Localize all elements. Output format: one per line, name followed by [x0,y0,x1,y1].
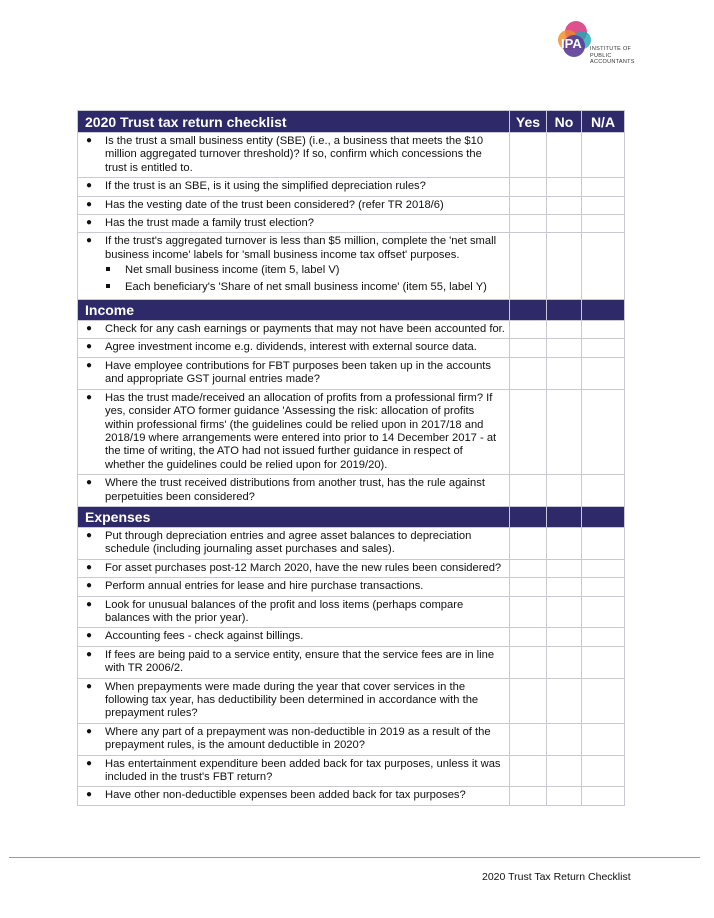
checklist-row [78,787,625,805]
checklist-row [78,678,625,723]
answer-no-cell[interactable] [547,787,582,805]
checklist-item-text: If the trust's aggregated turnover is less than $5 million, complete the 'net small business income' labels for 'small business income tax offset' purposes. [105,235,497,261]
checklist-row [78,339,625,357]
checklist-item-text: Has the vesting date of the trust been considered? (refer TR 2018/6) [105,198,444,211]
checklist-item [78,528,509,559]
answer-no-cell[interactable] [547,196,582,214]
checklist-item-text: Has the trust made/received an allocation of profits from a professional firm? If yes, consider ATO former guidance 'Assessing the risk: allocation of profits within professional firms' (the guidelines could be relied upon in 2017/18 and 2018/19 where arrangements were entered into prior to 14 December 2017 - at the time of writing, the ATO had not issued further guidance in respect of whether the guidelines could be relied upon for 2019/20). [105,391,497,471]
answer-no-cell[interactable] [547,755,582,787]
checklist-row [78,527,625,559]
answer-no-cell[interactable] [547,233,582,300]
table-title: 2020 Trust tax return checklist [78,111,510,133]
logo-line: INSTITUTE OF [590,46,632,52]
checklist-item-cell [78,178,510,196]
checklist-item-text: Put through depreciation entries and agree asset balances to depreciation schedule (including journaling asset purchases and sales). [105,529,472,556]
checklist-row [78,578,625,596]
answer-na-cell[interactable] [582,133,625,178]
checklist-row [78,628,625,646]
answer-na-cell[interactable] [582,389,625,474]
checklist-item-text: Have employee contributions for FBT purposes been taken up in the accounts and appropriate GST journal entries made? [105,359,491,386]
checklist-item [78,724,509,755]
checklist-item [78,578,509,595]
checklist-row [78,133,625,178]
checklist-row [78,233,625,300]
answer-yes-cell[interactable] [510,527,547,559]
logo-line: ACCOUNTANTS [590,59,635,65]
bullet-icon: ● [86,180,93,192]
bullet-icon: ● [86,580,93,592]
income-section [78,321,625,507]
logo-line: PUBLIC [590,52,612,59]
sub-item-list [105,264,505,294]
checklist-item-text: Has entertainment expenditure been added back for tax purposes, unless it was included in the trust's FBT return? [105,757,501,784]
answer-na-cell[interactable] [582,339,625,357]
checklist-item-text: For asset purchases post-12 March 2020, have the new rules been considered? [105,561,502,574]
checklist-item-text: Where the trust received distributions from another trust, has the rule against perpetuities been considered? [105,477,485,503]
checklist-item-cell [78,723,510,755]
checklist-item-text: If the trust is an SBE, is it using the simplified depreciation rules? [105,180,426,193]
expenses-section-heading [78,506,625,527]
checklist-item-cell [78,787,510,805]
expenses-heading: Expenses [78,506,510,527]
answer-yes-cell[interactable] [510,723,547,755]
section-heading-blank [547,506,582,527]
checklist-item [78,133,509,177]
checklist-item-cell [78,196,510,214]
section-heading-blank [510,506,547,527]
checklist-item [78,475,509,506]
checklist-row [78,475,625,507]
checklist-item [78,358,509,389]
answer-yes-cell[interactable] [510,755,547,787]
square-bullet-icon [106,267,110,271]
checklist-item [78,233,509,299]
table-header-row [78,111,625,133]
checklist-item-cell [78,133,510,178]
checklist-item-text: Have other non-deductible expenses been added back for tax purposes? [105,789,466,802]
answer-na-cell[interactable] [582,646,625,678]
answer-yes-cell[interactable] [510,357,547,389]
answer-yes-cell[interactable] [510,475,547,507]
section-heading-blank [582,300,625,321]
sub-item [105,281,505,294]
bullet-icon: ● [86,217,93,229]
answer-no-cell[interactable] [547,559,582,577]
answer-na-cell[interactable] [582,678,625,723]
bullet-icon: ● [86,598,93,610]
checklist-table [77,110,625,806]
bullet-icon: ● [86,323,93,335]
checklist-item-cell [78,678,510,723]
answer-no-cell[interactable] [547,339,582,357]
answer-no-cell[interactable] [547,178,582,196]
answer-na-cell[interactable] [582,215,625,233]
logo-mark: IPA [561,36,582,51]
checklist-row [78,196,625,214]
answer-no-cell[interactable] [547,527,582,559]
bullet-icon: ● [86,757,93,769]
answer-yes-cell[interactable] [510,678,547,723]
section-heading-row [78,506,625,527]
answer-no-cell[interactable] [547,646,582,678]
answer-no-cell[interactable] [547,475,582,507]
bullet-icon: ● [86,391,93,403]
checklist-item-cell [78,357,510,389]
answer-na-cell[interactable] [582,357,625,389]
answer-no-cell[interactable] [547,578,582,596]
column-no-header: No [547,111,582,133]
checklist-item [78,215,509,232]
checklist-item-cell [78,755,510,787]
answer-yes-cell[interactable] [510,596,547,628]
checklist-item [78,321,509,338]
answer-na-cell[interactable] [582,628,625,646]
answer-yes-cell[interactable] [510,787,547,805]
checklist-item-text: Is the trust a small business entity (SBE) (i.e., a business that meets the $10 million aggregated turnover threshold)? If so, confirm which concessions the trust is entitled to. [105,135,484,174]
answer-yes-cell[interactable] [510,559,547,577]
answer-na-cell[interactable] [582,578,625,596]
bullet-icon: ● [86,630,93,642]
checklist-row [78,646,625,678]
answer-na-cell[interactable] [582,723,625,755]
footer-title: 2020 Trust Tax Return Checklist [482,871,631,883]
checklist-item-cell [78,215,510,233]
bullet-icon: ● [86,725,93,737]
answer-no-cell[interactable] [547,357,582,389]
sub-item-text: Net small business income (item 5, label V) [125,264,340,277]
checklist-item-text: Look for unusual balances of the profit and loss items (perhaps compare balances with the prior year). [105,598,464,624]
section-heading-blank [547,300,582,321]
checklist-item-cell [78,559,510,577]
bullet-icon: ● [86,359,93,371]
answer-yes-cell[interactable] [510,215,547,233]
answer-no-cell[interactable] [547,628,582,646]
checklist-item-cell [78,578,510,596]
checklist-item-text: Check for any cash earnings or payments that may not have been accounted for. [105,323,505,336]
footer-divider [9,857,700,858]
square-bullet-icon [106,284,110,288]
checklist-item [78,597,509,628]
sub-item [105,264,505,277]
bullet-icon: ● [86,477,93,489]
checklist-item-text: Accounting fees - check against billings. [105,630,304,643]
answer-no-cell[interactable] [547,215,582,233]
checklist-item-cell [78,475,510,507]
checklist-item [78,787,509,804]
checklist-item [78,560,509,577]
answer-na-cell[interactable] [582,755,625,787]
checklist-item-cell [78,628,510,646]
checklist-item [78,339,509,356]
answer-yes-cell[interactable] [510,233,547,300]
answer-no-cell[interactable] [547,133,582,178]
checklist-item-text: If fees are being paid to a service entity, ensure that the service fees are in line with TR 2006/2. [105,648,495,675]
checklist-item-cell [78,389,510,474]
checklist-row [78,357,625,389]
checklist-row [78,723,625,755]
bullet-icon: ● [86,198,93,210]
checklist-item-cell [78,321,510,339]
checklist-item-text: Has the trust made a family trust election? [105,217,314,230]
answer-na-cell[interactable] [582,527,625,559]
checklist-item-cell [78,527,510,559]
answer-yes-cell[interactable] [510,646,547,678]
answer-na-cell[interactable] [582,475,625,507]
checklist-item [78,197,509,214]
answer-no-cell[interactable] [547,389,582,474]
checklist-row [78,559,625,577]
answer-no-cell[interactable] [547,596,582,628]
answer-yes-cell[interactable] [510,178,547,196]
checklist-item [78,679,509,723]
checklist-row [78,755,625,787]
section-heading-row [78,300,625,321]
bullet-icon: ● [86,680,93,692]
answer-yes-cell[interactable] [510,196,547,214]
answer-yes-cell[interactable] [510,628,547,646]
column-yes-header: Yes [510,111,547,133]
bullet-icon: ● [86,789,93,801]
answer-yes-cell[interactable] [510,321,547,339]
checklist-item-cell [78,339,510,357]
logo-text [590,46,635,66]
section-heading-blank [582,506,625,527]
answer-na-cell[interactable] [582,559,625,577]
bullet-icon: ● [86,529,93,541]
answer-yes-cell[interactable] [510,389,547,474]
section-heading-blank [510,300,547,321]
checklist-item-cell [78,646,510,678]
checklist-row [78,178,625,196]
bullet-icon: ● [86,341,93,353]
expenses-section [78,527,625,805]
checklist-item-cell [78,596,510,628]
answer-no-cell[interactable] [547,321,582,339]
checklist-item [78,390,509,474]
checklist-item-cell [78,233,510,300]
answer-no-cell[interactable] [547,678,582,723]
bullet-icon: ● [86,648,93,660]
checklist-row [78,389,625,474]
answer-na-cell[interactable] [582,787,625,805]
checklist-row [78,215,625,233]
income-section-heading [78,300,625,321]
sub-item-text: Each beneficiary's 'Share of net small business income' (item 55, label Y) [125,280,487,293]
checklist-item-text: Perform annual entries for lease and hire purchase transactions. [105,580,424,593]
bullet-icon: ● [86,561,93,573]
bullet-icon: ● [86,135,93,146]
checklist-item [78,647,509,678]
checklist-item [78,628,509,645]
answer-yes-cell[interactable] [510,578,547,596]
checklist-item-text: Where any part of a prepayment was non-deductible in 2019 as a result of the prepayment rules, is the amount deductible in 2020? [105,725,491,752]
answer-yes-cell[interactable] [510,339,547,357]
bullet-icon: ● [86,235,93,247]
answer-na-cell[interactable] [582,321,625,339]
general-section [78,133,625,300]
checklist-item [78,756,509,787]
answer-na-cell[interactable] [582,233,625,300]
column-na-header: N/A [582,111,625,133]
checklist-item [78,178,509,195]
answer-yes-cell[interactable] [510,133,547,178]
answer-na-cell[interactable] [582,596,625,628]
checklist-row [78,321,625,339]
checklist-item-text: When prepayments were made during the year that cover services in the following tax year, has deductibility been determined in accordance with the prepayment rules? [105,680,479,720]
checklist-item-text: Agree investment income e.g. dividends, interest with external source data. [105,341,477,354]
answer-na-cell[interactable] [582,178,625,196]
checklist-row [78,596,625,628]
answer-na-cell[interactable] [582,196,625,214]
answer-no-cell[interactable] [547,723,582,755]
income-heading: Income [78,300,510,321]
